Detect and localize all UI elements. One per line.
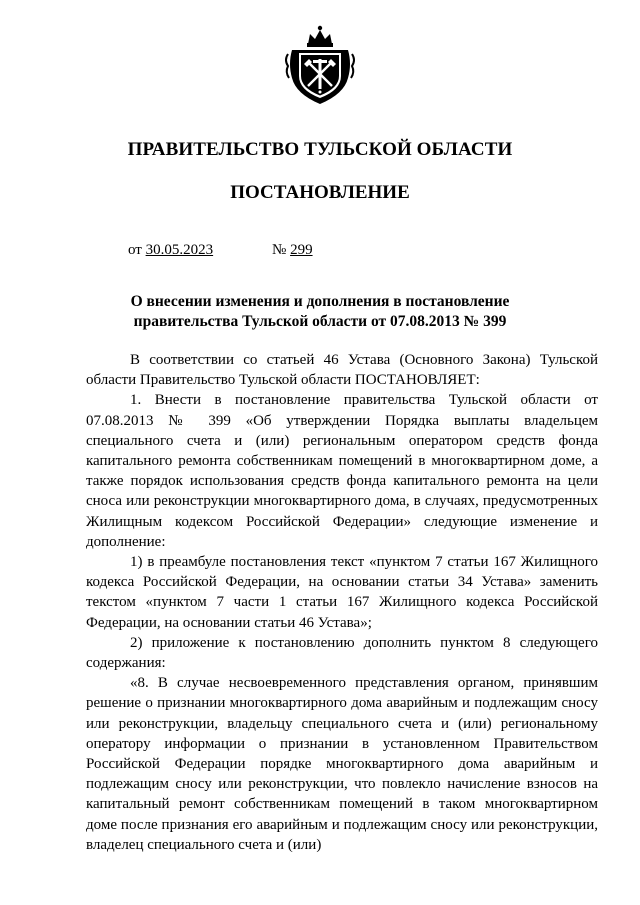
body-paragraph-1: 1. Внести в постановление правительства Тульской области от 07.08.2013 № 399 «Об утверждении Порядка выплаты владельцем специального счета и (или) региональным оператором средств фонда капитального ремонта собственникам помещений в многоквартирном доме, а также порядок использования средств фонда капитального ремонта на цели сноса или реконструкции многоквартирного дома, в случаях, предусмотренных Жилищным кодексом Российской Федерации» следующие изменение и дополнение: bbox=[86, 392, 598, 550]
body-paragraph-preamble: В соответствии со статьей 46 Устава (Основного Закона) Тульской области Правительство Тульской области ПОСТАНОВЛЯЕТ: bbox=[86, 352, 598, 389]
coat-of-arms-emblem bbox=[282, 24, 358, 108]
document-body bbox=[86, 350, 598, 855]
subject-line-2: правительства Тульской области от 07.08.2013 № 399 bbox=[133, 313, 507, 330]
organization-title: ПРАВИТЕЛЬСТВО ТУЛЬСКОЙ ОБЛАСТИ bbox=[127, 139, 513, 160]
date-number-line bbox=[128, 242, 313, 259]
body-paragraph-point-8: «8. В случае несвоевременного представления органом, принявшим решение о признании многоквартирного дома аварийным и подлежащим сносу или реконструкции, владельцу специального счета и (или) региональному оператору информации о признании в установленном Правительством Российской Федерации порядке многоквартирного дома аварийным и подлежащим сносу или реконструкции, что повлекло начисление взносов на капитальный ремонт собственникам помещений в таком многоквартирном доме после признания его аварийным и подлежащим сносу или реконструкции, владелец специального счета и (или) bbox=[86, 675, 598, 853]
document-type-title: ПОСТАНОВЛЕНИЕ bbox=[230, 182, 410, 203]
body-paragraph-1-2: 2) приложение к постановлению дополнить пунктом 8 следующего содержания: bbox=[86, 634, 598, 672]
body-paragraph-1-1: 1) в преамбуле постановления текст «пунктом 7 статьи 167 Жилищного кодекса Российской Федерации, на основании статьи 34 Устава» заменить текстом «пунктом 7 части 1 статьи 167 Жилищного кодекса Российской Федерации, на основании статьи 46 Устава»; bbox=[86, 554, 598, 631]
document-number: 299 bbox=[290, 242, 313, 258]
date-prefix: от bbox=[128, 242, 142, 258]
subject-line-1: О внесении изменения и дополнения в постановление bbox=[130, 293, 510, 310]
document-subject bbox=[60, 292, 580, 332]
document-date: 30.05.2023 bbox=[145, 242, 214, 258]
number-prefix: № bbox=[272, 242, 287, 258]
